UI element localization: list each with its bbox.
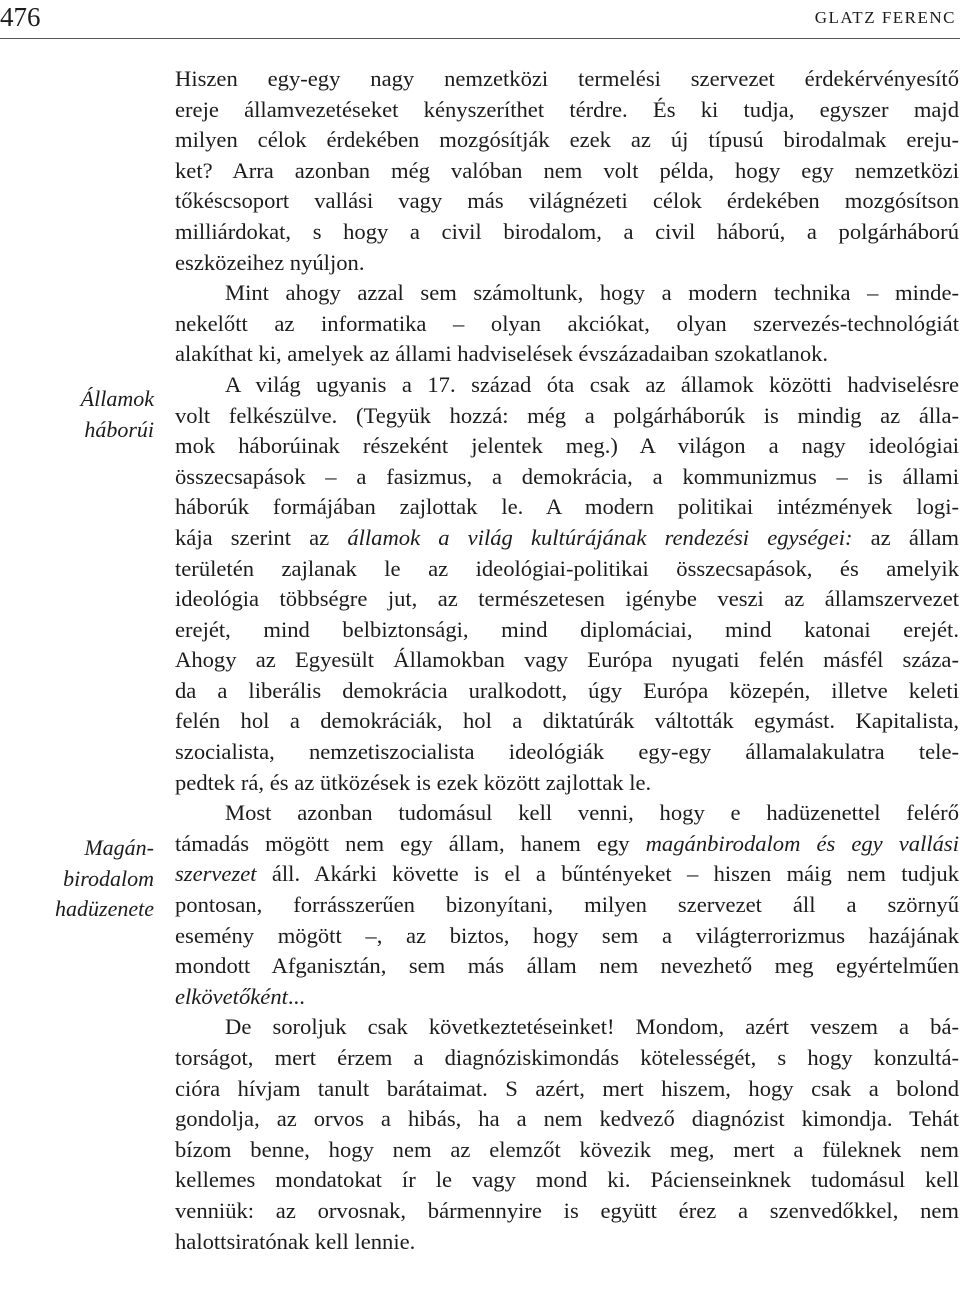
margin-note-line: Államok	[80, 386, 154, 411]
text-line: ideológia többségre jut, az természetesen igénybe veszi az államszervezet	[175, 586, 959, 612]
text-line: halottsiratónak kell lennie.	[175, 1228, 416, 1254]
header-rule	[0, 38, 960, 39]
text-line: kellemes mondatokat ír le vagy mond ki. Pácienseinknek tudomásul kell	[175, 1167, 959, 1193]
text-line: torságot, mert érzem a diagnóziskimondás kötelességét, s hogy konzultá-	[175, 1045, 959, 1070]
text-line: szervezet áll. Akárki követte is el a bűntényeket – hiszen máig nem tudjuk	[175, 861, 959, 887]
paragraph	[175, 64, 959, 278]
running-head: GLATZ FERENC	[814, 8, 956, 27]
emphasis: államok a világ kultúrájának rendezési egységei:	[347, 524, 853, 550]
text-line: da a liberális demokrácia uralkodott, úgy Európa közepén, illetve keleti	[175, 677, 959, 703]
text-line: Hiszen egy-egy nagy nemzetközi termelési szervezet érdekérvényesítő	[175, 66, 959, 91]
text-line: erejét, mind belbiztonsági, mind diplomáciai, mind katonai erejét.	[175, 616, 959, 642]
text-line: Most azonban tudomásul kell venni, hogy e hadüzenettel felérő	[225, 800, 959, 826]
text-line: felén hol a demokráciák, hol a diktatúrák váltották egymást. Kapitalista,	[175, 708, 959, 734]
emphasis: magánbirodalom és egy vallási	[645, 830, 959, 856]
text-line: elkövetőként...	[175, 983, 305, 1009]
text-line: De soroljuk csak következtetéseinket! Mondom, azért veszem a bá-	[225, 1014, 959, 1040]
text-line: volt felkészülve. (Tegyük hozzá: még a polgárháborúk is mindig az álla-	[175, 402, 959, 428]
margin-note-line: birodalom	[63, 865, 154, 891]
text-line: mondott Afganisztán, sem más állam nem nevezhető meg egyértelműen	[175, 953, 959, 979]
page-header	[0, 0, 960, 36]
text-line: esemény mögött –, az biztos, hogy sem a világterrorizmus hazájának	[175, 922, 959, 948]
margin-note-line: háborúi	[84, 416, 154, 442]
text-line: pontosan, forrásszerűen bizonyítani, milyen szervezet áll a szörnyű	[175, 892, 959, 918]
text-line: A világ ugyanis a 17. század óta csak az államok közötti hadviselésre	[225, 371, 959, 397]
emphasis: elkövetőként	[175, 983, 288, 1009]
text-line: területén zajlanak le az ideológiai-politikai összecsapások, és amelyik	[175, 555, 959, 581]
text-line: ket? Arra azonban még valóban nem volt példa, hogy egy nemzetközi	[175, 157, 959, 183]
text-line: eszközeihez nyúljon.	[175, 249, 365, 275]
text-line: ereje államvezetéseket kényszeríthet térdre. És ki tudja, egyszer majd	[175, 96, 959, 122]
body-text	[175, 64, 959, 1257]
text-line: alakíthat ki, amelyek az állami hadviselések évszázadaiban szokatlanok.	[175, 341, 829, 367]
page-number: 476	[0, 2, 41, 32]
text-line: gondolja, az orvos a hibás, ha a nem kedvező diagnózist kimondja. Tehát	[175, 1106, 959, 1132]
text-line: milyen célok érdekében mozgósítják ezek az új típusú birodalmak ereju-	[175, 127, 959, 153]
text-line: kája szerint az államok a világ kultúrájának rendezési egységei: az állam	[175, 524, 960, 550]
margin-note-line: Magán-	[84, 835, 154, 860]
text-line: támadás mögött nem egy állam, hanem egy magánbirodalom és egy vallási	[175, 830, 959, 856]
text-line: milliárdokat, s hogy a civil birodalom, a civil háború, a polgárháború	[175, 218, 959, 244]
text-line: venniük: az orvosnak, bármennyire is együtt érez a szenvedőkkel, nem	[175, 1197, 959, 1223]
text-line: nekelőtt az informatika – olyan akciókat, olyan szervezés-technológiát	[175, 310, 959, 336]
text-line: bízom benne, hogy nem az elemzőt kövezik meg, mert a füleknek nem	[175, 1136, 959, 1162]
paragraph	[175, 798, 959, 1012]
margin-note-line: hadüzenete	[55, 896, 154, 922]
text-line: Mint ahogy azzal sem számoltunk, hogy a modern technika – minde-	[225, 280, 959, 306]
text-line: Ahogy az Egyesült Államokban vagy Európa nyugati felén másfél száza-	[175, 647, 959, 673]
text-line: háborúk formájában zajlottak le. A modern politikai intézmények logi-	[175, 494, 959, 520]
text-line: összecsapások – a fasizmus, a demokrácia, a kommunizmus – is állami	[175, 463, 959, 489]
margin-note-allamok-haborui	[0, 384, 154, 445]
text-line: pedtek rá, és az ütközések is ezek között zajlottak le.	[175, 769, 652, 795]
text-line: cióra hívjam tanult barátaimat. S azért, mert hiszem, hogy csak a bolond	[175, 1075, 959, 1101]
paragraph	[175, 370, 959, 798]
emphasis: szervezet	[175, 861, 257, 887]
paragraph	[175, 278, 959, 370]
text-line: szocialista, nemzetiszocialista ideológiák egy-egy államalakulatra tele-	[175, 739, 959, 765]
margin-note-maganbirodalom-haduzenete	[0, 833, 154, 925]
text-line: tőkéscsoport vallási vagy más világnézeti célok érdekében mozgósítson	[175, 188, 959, 214]
text-line: mok háborúinak részeként jelentek meg.) A világon a nagy ideológiai	[175, 433, 959, 459]
paragraph	[175, 1012, 959, 1257]
